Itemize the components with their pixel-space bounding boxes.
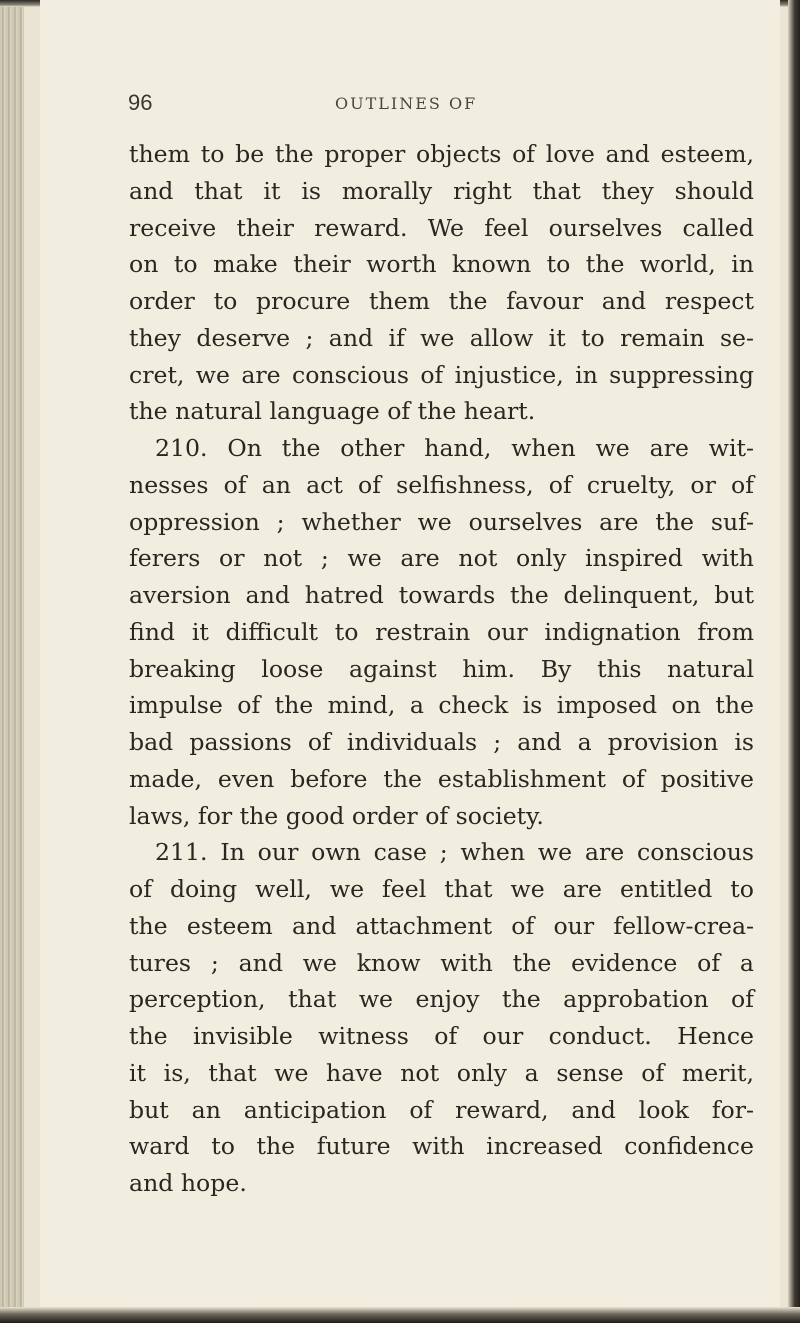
text-line: the esteem and attachment of our fellow-crea- xyxy=(129,911,754,940)
text-line: them to be the proper objects of love and esteem, xyxy=(129,140,754,168)
text-line: laws, for the good order of society. xyxy=(129,801,544,830)
body-text xyxy=(129,136,754,1202)
text-line: it is, that we have not only a sense of merit, xyxy=(129,1058,754,1087)
text-line: tures ; and we know with the evidence of a xyxy=(129,948,754,977)
text-line: nesses of an act of selfishness, of cruelty, or of xyxy=(129,470,754,499)
page-right-shadow xyxy=(788,0,800,1323)
text-line: find it difficult to restrain our indignation from xyxy=(129,617,754,646)
text-line: they deserve ; and if we allow it to remain se- xyxy=(129,323,754,352)
text-line: receive their reward. We feel ourselves called xyxy=(129,213,754,242)
text-line: oppression ; whether we ourselves are the suf- xyxy=(129,507,754,536)
text-line: the invisible witness of our conduct. Hence xyxy=(129,1022,754,1050)
text-line: ward to the future with increased confidence xyxy=(129,1132,754,1161)
running-head: OUTLINES OF xyxy=(335,94,478,113)
book-binding-edge xyxy=(0,0,24,1323)
text-line: perception, that we enjoy the approbation of xyxy=(129,985,754,1014)
text-line: 211. In our own case ; when we are conscious xyxy=(155,838,754,867)
text-line: cret, we are conscious of injustice, in suppressing xyxy=(129,360,754,389)
page-number: 96 xyxy=(128,90,153,115)
text-line: on to make their worth known to the world, in xyxy=(129,250,754,279)
text-line: and that it is morally right that they should xyxy=(129,176,754,205)
text-line: order to procure them the favour and respect xyxy=(129,287,754,315)
text-line: and hope. xyxy=(129,1169,247,1197)
text-line: bad passions of individuals ; and a provision is xyxy=(129,728,754,756)
text-line: made, even before the establishment of positive xyxy=(129,764,754,793)
text-line: but an anticipation of reward, and look for- xyxy=(129,1095,754,1124)
text-line: of doing well, we feel that we are entitled to xyxy=(129,875,754,903)
text-line: aversion and hatred towards the delinquent, but xyxy=(129,581,754,609)
text-line: 210. On the other hand, when we are wit- xyxy=(155,434,754,462)
text-line: the natural language of the heart. xyxy=(129,397,536,426)
text-line: impulse of the mind, a check is imposed on the xyxy=(129,691,754,720)
text-line: breaking loose against him. By this natural xyxy=(129,654,754,683)
text-line: ferers or not ; we are not only inspired with xyxy=(129,544,754,573)
page-bottom-shadow xyxy=(0,1307,800,1323)
